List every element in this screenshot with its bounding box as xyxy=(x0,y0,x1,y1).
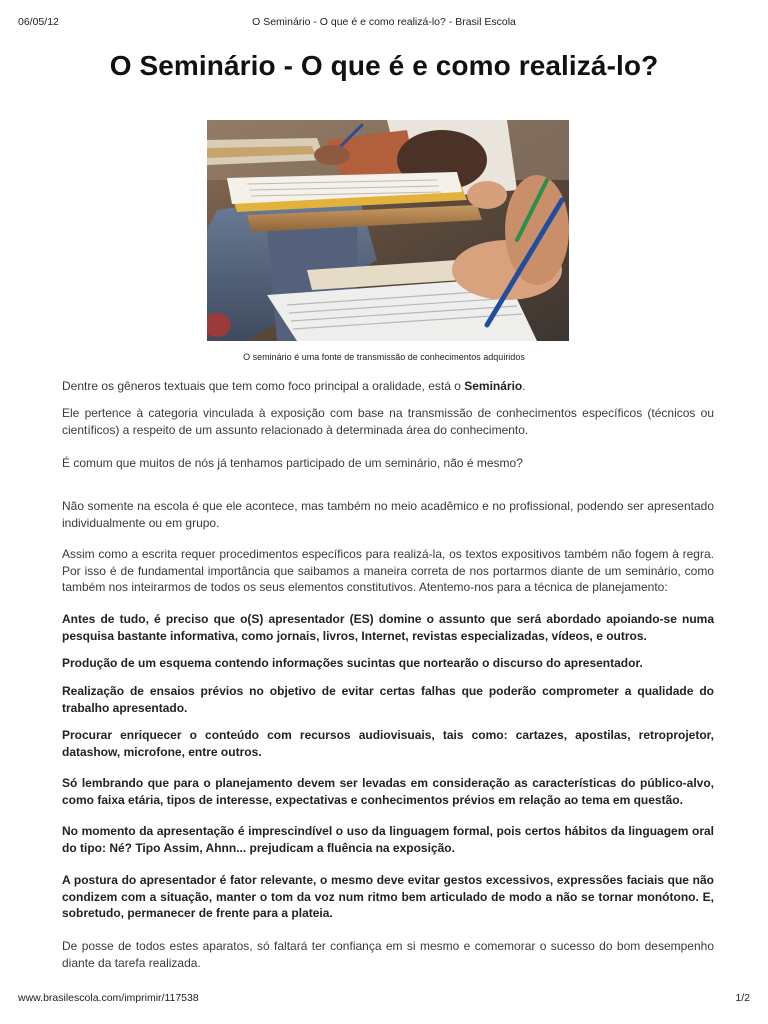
page-url: www.brasilescola.com/imprimir/117538 xyxy=(18,992,199,1004)
print-date: 06/05/12 xyxy=(18,16,59,28)
intro-text: Dentre os gêneros textuais que tem como foco principal a oralidade, está o xyxy=(62,379,465,393)
intro-paragraph xyxy=(62,378,714,395)
print-footer xyxy=(18,992,750,1006)
planning-step-rehearsal: Realização de ensaios prévios no objetivo de evitar certas falhas que poderão comprometer a qualidade do trabalho apresentado. xyxy=(62,684,714,715)
planning-step-research: Antes de tudo, é preciso que o(S) apresentador (ES) domine o assunto que será abordado apoiando-se numa pesquisa bastante informativa, como jornais, livros, Internet, revistas especializadas, vídeos, e outros. xyxy=(62,612,714,643)
planning-step-resources: Procurar enriquecer o conteúdo com recursos audiovisuais, tais como: cartazes, apostilas, retroprojetor, datashow, microfone, entre outros. xyxy=(62,728,714,759)
paragraph-category: Ele pertence à categoria vinculada à exposição com base na transmissão de conhecimentos específicos (técnicos ou científicos) a respeito de um assunto relacionado à determinada área do conhecimento. xyxy=(62,406,714,437)
planning-step-outline: Produção de um esquema contendo informações sucintas que nortearão o discurso do apresentador. xyxy=(62,656,643,670)
paragraph-where: Não somente na escola é que ele acontece, mas também no meio acadêmico e no profissional, podendo ser apresentado individualmente ou em grupo. xyxy=(62,499,714,530)
intro-period: . xyxy=(522,379,526,393)
page-number: 1/2 xyxy=(735,992,750,1004)
article-photo xyxy=(207,120,569,341)
planning-step-language: No momento da apresentação é imprescindível o uso da linguagem formal, pois certos hábitos da linguagem oral do tipo: Né? Tipo Assim, Ahnn... prejudicam a fluência na exposição. xyxy=(62,824,714,855)
article-title: O Seminário - O que é e como realizá-lo? xyxy=(109,50,659,81)
planning-step-audience: Só lembrando que para o planejamento devem ser levadas em consideração as características do público-alvo, como faixa etária, tipos de interesse, expectativas e conhecimentos prévios em relação ao tema em questão. xyxy=(62,776,714,807)
planning-step-posture: A postura do apresentador é fator relevante, o mesmo deve evitar gestos excessivos, expressões faciais que não condizem com a situação, manter o tom da voz num ritmo bem articulado de modo a não se tornar monótono. E, sobretudo, permanecer de frente para a plateia. xyxy=(62,873,714,920)
seminario-keyword: Seminário xyxy=(464,379,523,393)
print-page-title: O Seminário - O que é e como realizá-lo? - Brasil Escola xyxy=(252,16,516,28)
paragraph-question: É comum que muitos de nós já tenhamos participado de um seminário, não é mesmo? xyxy=(62,456,523,470)
print-header xyxy=(18,16,750,30)
image-caption: O seminário é uma fonte de transmissão de conhecimentos adquiridos xyxy=(243,352,525,362)
paragraph-planning: Assim como a escrita requer procedimentos específicos para realizá-la, os textos expositivos também não fogem à regra. Por isso é de fundamental importância que saibamos a maneira correta de nos portarmos diante de um seminário, como também nos inteirarmos de todos os seus elementos constitutivos. Atentemo-nos para a técnica de planejamento: xyxy=(62,547,714,594)
closing-paragraph: De posse de todos estes aparatos, só faltará ter confiança em si mesmo e comemorar o sucesso do bom desempenho diante da tarefa realizada. xyxy=(62,939,714,970)
